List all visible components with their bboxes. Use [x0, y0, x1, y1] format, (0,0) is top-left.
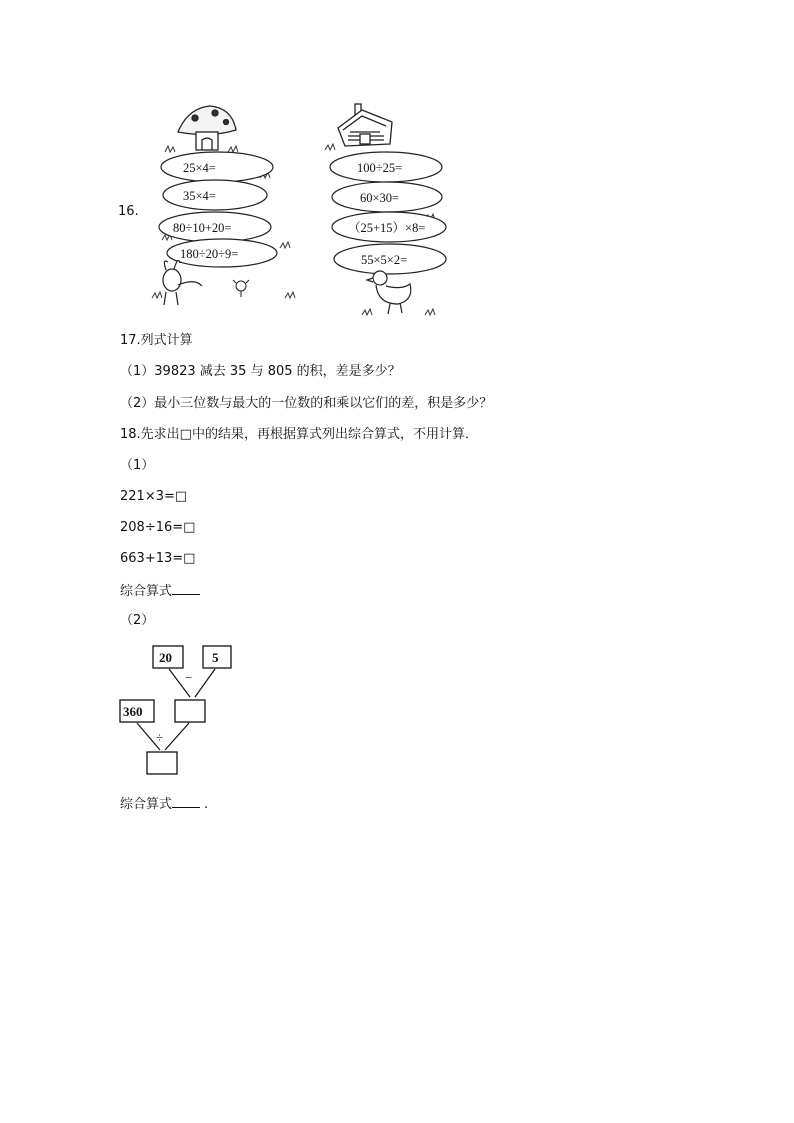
q17-item-1: （1）39823 减去 35 与 805 的积，差是多少？ [120, 364, 401, 379]
left-expr-3: 80÷10+20= [173, 221, 232, 235]
insect-icon [233, 280, 249, 297]
q18-part1-label: （1） [120, 458, 155, 473]
q18-eq-3: 663+13=□ [120, 551, 196, 566]
q17-item-2: （2）最小三位数与最大的一位数的和乘以它们的差，积是多少？ [120, 396, 493, 411]
q16-illustration [140, 100, 460, 320]
q18-combined-2 [120, 795, 208, 813]
answer-blank[interactable] [172, 582, 200, 595]
box-c-text: 360 [123, 704, 143, 719]
rabbit-icon [163, 261, 202, 305]
q16-number: 16. [118, 204, 139, 219]
left-expr-1: 25×4= [183, 161, 216, 175]
mushroom-house-icon [178, 106, 236, 150]
period: . [204, 797, 209, 812]
divide-op: ÷ [156, 730, 164, 745]
house-icon [338, 104, 392, 146]
right-expr-2: 60×30= [360, 191, 400, 205]
result-box-1[interactable] [175, 700, 205, 722]
left-expr-4: 180÷20÷9= [180, 247, 239, 261]
answer-blank[interactable] [172, 795, 200, 808]
right-expr-1: 100÷25= [357, 161, 403, 175]
box-b-text: 5 [212, 650, 219, 665]
q18-title: 18.先求出□中的结果，再根据算式列出综合算式，不用计算． [120, 427, 478, 442]
result-box-2[interactable] [147, 752, 177, 774]
q18-eq-2: 208÷16=□ [120, 520, 196, 535]
q18-part2-label: （2） [120, 613, 155, 628]
combined-label: 综合算式 [120, 797, 173, 812]
box-a-text: 20 [159, 650, 172, 665]
q18-tree-diagram [115, 642, 245, 782]
combined-label: 综合算式 [120, 584, 173, 599]
right-expr-3: （25+15）×8= [348, 221, 426, 235]
minus-op: − [185, 670, 193, 685]
q18-eq-1: 221×3=□ [120, 489, 188, 504]
left-expr-2: 35×4= [183, 189, 216, 203]
duck-icon [367, 271, 411, 314]
q17-title: 17.列式计算 [120, 333, 193, 348]
q18-combined-1 [120, 582, 200, 600]
right-expr-4: 55×5×2= [361, 253, 408, 267]
